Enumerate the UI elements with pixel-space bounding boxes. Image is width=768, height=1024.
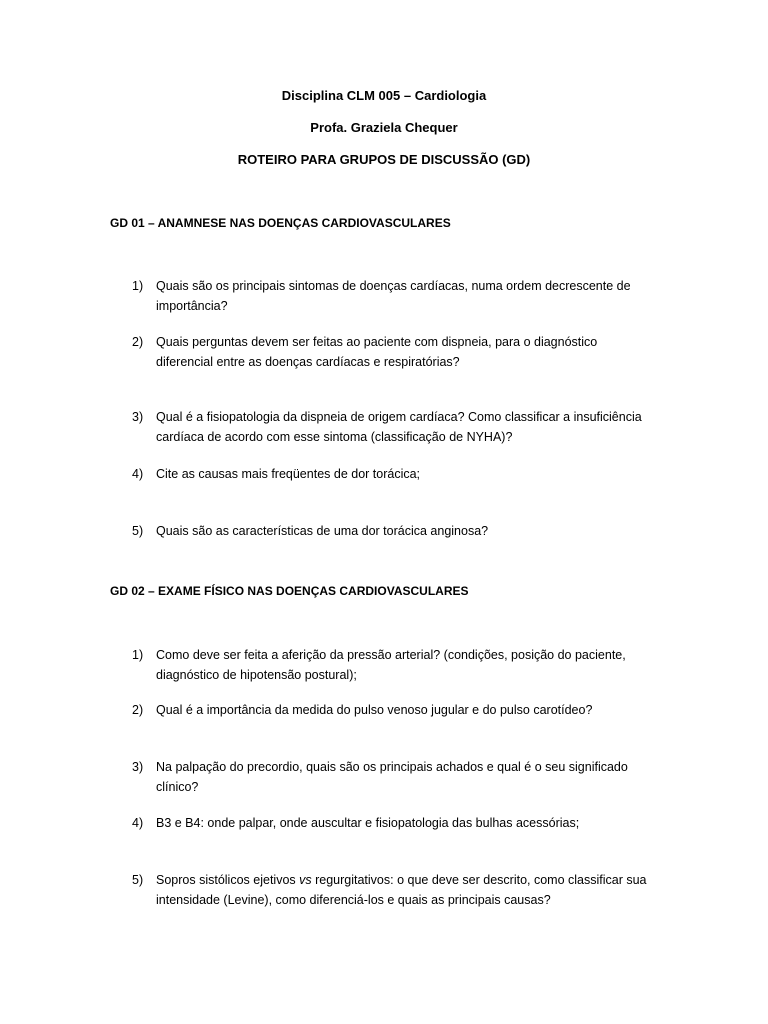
gd01-item-3 — [132, 407, 652, 447]
item-text: Na palpação do precordio, quais são os principais achados e qual é o seu significado clínico? — [156, 760, 628, 794]
item-text: Quais são os principais sintomas de doenças cardíacas, numa ordem decrescente de importância? — [156, 279, 631, 313]
item-text-part: regurgitativos: o que deve ser descrito, como classificar sua intensidade (Levine), como diferenciá-los e quais as principais causas? — [156, 873, 647, 907]
document-title: ROTEIRO PARA GRUPOS DE DISCUSSÃO (GD) — [237, 152, 531, 167]
course-title: Disciplina CLM 005 – Cardiologia — [281, 88, 487, 103]
gd02-item-1 — [132, 645, 652, 685]
item-number: 3) — [132, 410, 144, 424]
item-number: 1) — [132, 279, 144, 293]
gd01-item-4 — [132, 464, 652, 484]
item-text: B3 e B4: onde palpar, onde auscultar e fisiopatologia das bulhas acessórias; — [156, 816, 580, 830]
item-text: Como deve ser feita a aferição da pressão arterial? (condições, posição do paciente, diagnóstico de hipotensão postural); — [156, 648, 626, 682]
item-number: 2) — [132, 703, 144, 717]
gd02-item-2 — [132, 700, 652, 720]
item-text-emphasis: vs — [299, 873, 312, 887]
item-number: 4) — [132, 467, 144, 481]
gd01-item-1 — [132, 276, 652, 316]
gd02-item-3 — [132, 757, 652, 797]
item-text: Cite as causas mais freqüentes de dor torácica; — [156, 467, 421, 481]
item-text: Quais perguntas devem ser feitas ao paciente com dispneia, para o diagnóstico diferencial entre as doenças cardíacas e respiratórias? — [156, 335, 598, 369]
gd02-item-4 — [132, 813, 652, 833]
item-text: Quais são as características de uma dor torácica anginosa? — [156, 524, 489, 538]
item-number: 5) — [132, 873, 144, 887]
gd02-item-5 — [132, 870, 652, 910]
item-number: 1) — [132, 648, 144, 662]
item-number: 3) — [132, 760, 144, 774]
gd01-heading: GD 01 – ANAMNESE NAS DOENÇAS CARDIOVASCULARES — [110, 216, 451, 230]
gd01-item-5 — [132, 521, 652, 541]
item-number: 4) — [132, 816, 144, 830]
professor-name: Profa. Graziela Chequer — [310, 120, 458, 135]
item-number: 2) — [132, 335, 144, 349]
item-number: 5) — [132, 524, 144, 538]
item-text — [156, 870, 652, 910]
item-text-part: Sopros sistólicos ejetivos — [156, 873, 300, 887]
gd02-heading: GD 02 – EXAME FÍSICO NAS DOENÇAS CARDIOVASCULARES — [110, 584, 469, 598]
item-text: Qual é a importância da medida do pulso venoso jugular e do pulso carotídeo? — [156, 703, 593, 717]
item-text: Qual é a fisiopatologia da dispneia de origem cardíaca? Como classificar a insuficiência cardíaca de acordo com esse sintoma (classificação de NYHA)? — [156, 410, 642, 444]
gd01-item-2 — [132, 332, 652, 372]
